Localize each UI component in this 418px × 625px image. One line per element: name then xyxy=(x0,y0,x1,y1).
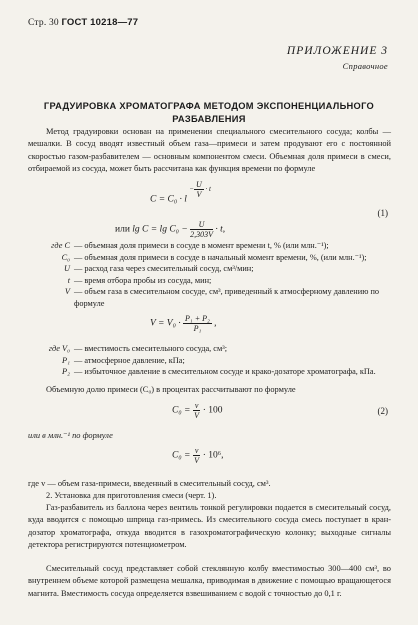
eq4-fraction xyxy=(193,446,201,465)
eq2-num: P₁ + P₂ xyxy=(185,314,210,323)
eq1-lg-fraction xyxy=(190,220,213,239)
eq1-lg-lhs: lg C = lg C₀ − xyxy=(132,224,188,235)
equation-2 xyxy=(172,401,223,420)
def-symbol: t xyxy=(67,275,70,285)
def-row xyxy=(28,343,391,355)
intro-paragraph: Метод градуировки основан на применении специального смесительного сосуда; колбы — мешалки. В сосуд вводят известный объем газа—примеси и затем продувают его с постоянной скоростью газом-разбавителем — основным компонентом смеси. Объемная доля примеси в смеси, отбираемой из сосуда, может быть рассчитана как функция времени по формуле xyxy=(28,127,391,173)
def-text: — объемная доля примеси в сосуде в момент времени t, % (или млн.⁻¹); xyxy=(74,241,329,250)
v-definition: где v — объем газа-примеси, введенный в смесительный сосуд, см³. xyxy=(28,479,271,488)
definitions-1 xyxy=(28,240,391,309)
gas-paragraph: Газ-разбавитель из баллона через вентиль тонкой регулировки подается в смесительный сосуд, куда вводится с помощью шприца газ-примесь. Из смесительного сосуда смесь поступает в кран-дозатор хроматографа, откуда вводится в газохроматографическую колонку; выходные сигналы детектора регистрируются потенциометром. xyxy=(28,503,391,549)
def-text: — избыточное давление в смесительном сосуде и крако-дозаторе хроматографа, кПа. xyxy=(74,367,376,376)
def-symbol: P₂ xyxy=(62,367,70,376)
eq3-den: V xyxy=(194,411,200,420)
c0-paragraph: Объемную долю примеси (C₀) в процентах рассчитывают по формуле xyxy=(46,385,296,394)
def-symbol: где C xyxy=(51,241,70,250)
ppm-paragraph: или в млн.⁻¹ по формуле xyxy=(28,431,113,440)
equation-1-number: (1) xyxy=(377,208,388,218)
def-text: — время отбора пробы из сосуда, мин; xyxy=(74,275,212,285)
def-symbol: P₁ xyxy=(62,355,70,365)
equation-1-log xyxy=(115,220,225,239)
def-symbol: V xyxy=(64,287,70,296)
equation-2-number: (2) xyxy=(377,406,388,416)
def-row xyxy=(28,366,391,378)
eq3-lhs: C₀ = xyxy=(172,405,191,416)
appendix-title: ПРИЛОЖЕНИЕ 3 xyxy=(286,45,388,57)
def-symbol: U xyxy=(64,264,70,273)
eq2-tail: , xyxy=(214,318,217,329)
def-text: — расход газа через смесительный сосуд, см³/мин; xyxy=(74,264,254,273)
def-symbol: где V₀ xyxy=(48,344,70,353)
def-row xyxy=(28,240,391,252)
eq2-fraction xyxy=(183,314,212,333)
def-symbol: C₀ xyxy=(61,252,70,262)
eq1-exp-num: U xyxy=(196,180,202,189)
def-row xyxy=(28,286,391,309)
def-row xyxy=(28,275,391,287)
eq1-or: или xyxy=(115,224,130,235)
page-header xyxy=(28,17,138,28)
eq1-lg-num: U xyxy=(190,220,213,230)
eq4-den: V xyxy=(194,456,200,465)
equation-volume xyxy=(150,314,217,333)
eq3-fraction xyxy=(193,401,201,420)
eq2-den: P₁ xyxy=(193,324,202,333)
eq1-exponent xyxy=(194,180,204,199)
eq1-exp-den: V xyxy=(196,190,202,199)
def-text: — атмосферное давление, кПа; xyxy=(74,355,185,365)
vessel-paragraph: Смесительный сосуд представляет собой стеклянную колбу вместимостью 300—400 см³, во внутреннем объеме которой размещена мешалка, приводимая в движение с помощью вращающегося магнита. Вместимость сосуда определяется взвешиванием с водой с точностью до 0,1 г. xyxy=(28,564,391,598)
eq1-exp-tail: · t xyxy=(205,185,211,194)
title-line-1: ГРАДУИРОВКА ХРОМАТОГРАФА МЕТОДОМ ЭКСПОНЕНЦИАЛЬНОГО xyxy=(43,101,375,111)
title-line-2: РАЗБАВЛЕНИЯ xyxy=(172,114,246,124)
def-row xyxy=(28,252,391,264)
def-text: — вместимость смесительного сосуда, см³; xyxy=(74,344,228,353)
page-number: Стр. 30 xyxy=(28,18,59,28)
eq1-lhs: C = C₀ · l xyxy=(150,194,187,205)
appendix-subtitle: Справочное xyxy=(342,61,388,71)
def-text: — объем газа в смесительном сосуде, см³, приведенный к атмосферному давлению по формуле xyxy=(74,287,380,308)
equation-3 xyxy=(172,446,223,465)
eq4-tail: · 10⁶, xyxy=(202,450,224,461)
eq4-num: v xyxy=(194,446,199,455)
eq4-lhs: C₀ = xyxy=(172,450,191,461)
eq3-tail: · 100 xyxy=(202,405,223,416)
def-row xyxy=(28,263,391,275)
eq1-lg-den: 2,303V xyxy=(190,230,214,239)
definitions-2 xyxy=(28,343,391,378)
standard-code: ГОСТ 10218—77 xyxy=(61,17,139,28)
eq2-lhs: V = V₀ · xyxy=(150,318,181,329)
def-row xyxy=(28,355,391,367)
eq3-num: v xyxy=(194,401,199,410)
appendix-heading xyxy=(287,45,388,71)
eq1-lg-tail: · t, xyxy=(215,224,226,235)
section-title xyxy=(24,100,394,126)
equation-1: C = C₀ · l $^{- \frac{U}{V} \cdot t}$ xyxy=(150,180,211,205)
section-2-heading: 2. Установка для приготовления смеси (черт. 1). xyxy=(46,491,217,500)
def-text: — объемная доля примеси в сосуде в начальный момент времени, %, (или млн.⁻¹); xyxy=(74,252,367,262)
